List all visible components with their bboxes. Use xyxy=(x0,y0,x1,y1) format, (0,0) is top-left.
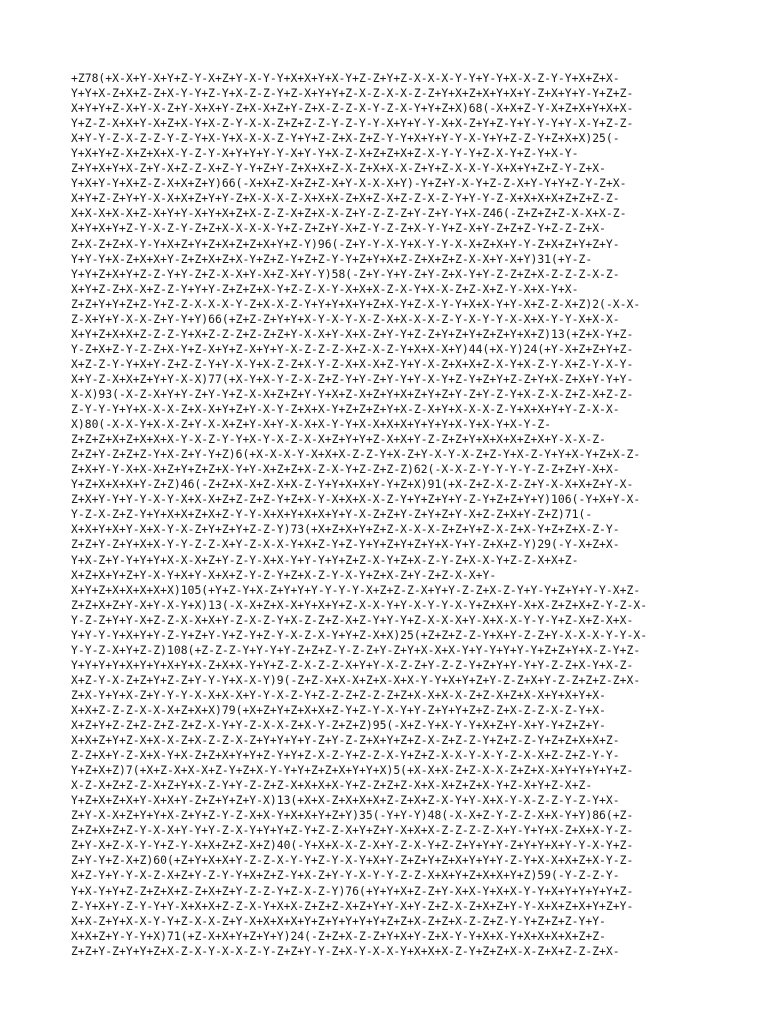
text-line: Y+X+Y+Z-X+Z+X+X-Y-Z-Y-X+Y+Y+Y-Y-X+Y-Y+X-Z-X+Z+Z+X+Z-X-Y-Y-Y+Z-X-Y+Z-Y+X-Y- xyxy=(71,146,579,161)
text-line: Y-Z-Z+Y+Y-X+Z-Z-X-X+X+Y-Z-X-Z-Y+X-Z-Z+Z-X+Z-Y+Y-Y+Z-X-X-X+Y-X+X-X-Y-Y-Y+Z-X+Z-X+X- xyxy=(71,612,634,627)
text-line: Z+Z+Y-Z+Z+Z-Y+X-Z+Y-Y+Z)6(+X-X-X-Y-X+X+X-Z-Z-Y+X-Z+Y-X-Y-X-Z+Z-Y+X-Z-Y+Y+X-Y+Z+X-Z- xyxy=(71,447,641,462)
text-line: Z-Y+X+Y-Z-Y-Y+Y-X+X+X+Z-Z-X-Y+X+X-Z+Z+Z-X+Z+Y+Y-X+Y-Z+Z-X-Z+X+Z+Y-Y-X+X+Z+X+Y+Z+Y- xyxy=(71,898,634,913)
text-line: Y+Y-Y+X-Z+X+X+Y-Z+Z+X+Z+X-Y+Z+Z-Y+Z+Z-Y-Y+Z+Y+X+Z-Z+X+Z+Z-X-X+Y-X+Y)31(+Y-Z- xyxy=(71,251,593,266)
text-line: X+Y+Z-Z+Y+Y-X-X+X+Z+Y+Y-Z+X-X-X-Z-X+X+X-Z+X+Z-X+Z-Z-X-Z-Y+Y-Y-Z-X+X+X+X+Z+Z+Z-Z- xyxy=(71,191,620,206)
text-line: Y+Z+X+Z)7(+X+Z-X+X-X+Z-Y+Z+X-Y-Y+Y+Z+Z+X+Y+Y+X)5(+X-X+X-Z+Z-X-X-Z+Z+X-X+Y+Y+Y+Y+Z- xyxy=(71,763,634,778)
text-line: Z-Z+X+Y-Z-X+X-Y+X-Z+Z+X+Y+Y+Z-Y+Y+Z-X-Z-Y+Z-Z-X-Y+Z+Z-X-X-Y-X-Y-Z-X-X+Z-Z+Z-Y-Y- xyxy=(71,748,620,763)
text-line: Z+Z+Y-Z+Y+X+X-Y-Y-Z-Z-X+Y-Z-X-X-Y+X+Z-Y+Z-Y+Y+Z+Y+Z+Y+X-Y+Y-Z+X+Z-Y)29(-Y-X+Z+X- xyxy=(71,537,620,552)
text-line: Z+Y+X+Y+X-Z+Y-X+Z-Z-X+Z-Y-Y+Z+Y-Z+X+X+Z-X-Z+X+X-X-Z+Y+Z-X-X-Y-X+X+Y+Z+Z-Y-Z+X- xyxy=(71,161,606,176)
text-line: Z+X+Y-Y-X+X-X+Z+Y+Z+Z+X-Y+Y-X+Z+Z+X-Z-X-Y+Z-Z+Z-Z)62(-X-X-Z-Y-Y-Y-Y-Z-Z+Z+Y-X+X- xyxy=(71,462,620,477)
text-line: Y-Y-Z-X+Y+Z-Z)108(+Z-Z-Z-Y+Y-Y+Y-Z+Z+Z-Y-Z-Z+Y-Z+Y+X-X+X-Y+Y-Y+Y+Y-Y+Z+Z+Y+X-Z-Y+Z- xyxy=(71,642,641,657)
text-line: Z+Y-Y+Z-X+Z)60(+Z+Y+X+X+Y-Z-Z-X-Y-Y+Z-Y-X-Y+X+Y-Z+Z+Y+Z+X+Y+Y+Y-Z-Y+X-X+X+Z+X-Y-Z- xyxy=(71,853,634,868)
text-line: X+Y-Y-Z-X-Z-Z-Y-Z-Y+X-Y+X-X-X-Z-Y+Y+Z-Z+X-Z+Z-Y-Y+X+Y+Y-Y-X-Y+Y+Z-Z-Y+Z+X+X)25(- xyxy=(71,131,620,146)
text-line: X+Z-Y-X-Z+Z+Y+Z-Z+Y-Y-Y+X-X-Y)9(-Z+Z-X+X-X+Z+X-X+X-Y-Y+X+Y+Z+Y-Z-Z+X+Y-Z-Z+Z+Z-Z+X- xyxy=(71,672,641,687)
text-line: X+Y+Z-Z+X-X+Z-Z-Y+Y+Y-Z+Z+Z+X-Y+Z-Z-X-Y-X+X+X-Z-X-Y+X-X-Z+Z-X+Z-Y-X+X-Y+X- xyxy=(71,281,579,296)
text-line: Y+X+Y-Y+X+Z-Z-X+X+Z+Y)66(-X+X+Z-X+Z+Z-X+Y-X-X-X+Y)-Y+Z+Y-X-Y+Z-Z-X+Y-Y+Y+Z-Y-Z+X- xyxy=(71,176,627,191)
text-line: Z-X+Y+Y-X-X-Z+Y-Y+Y)66(+Z+Z-Z+Y+Y+X-Y-X-Y-X-Z-X+X-X-X-Z-Y-X-Y-Y-X-X+X-Y-Y-X+X-X- xyxy=(71,311,620,326)
text-line: Y+Z+X+X+X+Y-Z+Z)46(-Z+Z+X-X+Z-X+X-Z-Y+Y+X+X+Y-Y+Z+X)91(+X-Z+Z-X-Z-Z+Y-X-X+X+Z+Y-X- xyxy=(71,477,634,492)
text-line: Z+Z+Y-Z+Y+Y+Z+X-Z-X-Y-X-X-Z-Y-Z+Z+Y-Y-Z+X-Y-X-X-Y+X+X+X-Z-Y+Z+Z+X-X-Z+X+Z-Z-Z+X- xyxy=(71,943,620,958)
text-line: Z+Z+X+Z+Y-X+Y-X-Y+X)13(-X-X+Z+X-X+Y+X+Y+Z-X-X-Y+Y-X-Y-Y-X-Y+Z+X+Y-X+X-Z+Z+X+Z-Y-Z-X- xyxy=(71,597,648,612)
text-line: Y+X-Z+Y-Y+Y+Y+X-X-X+Z+Y-Z-Y-X+X-Y+Y-Y+Y+Z+Z-X-Y+Z+X-Z-Y-Z+X-X-Y+Z-Z-X+X+Z- xyxy=(71,552,579,567)
text-line: X-X)93(-X-Z-X+Y+Y-Z+Y-Y+Z-X-X+Z+Z+Y-Y+X+Z-X+Z+Y+X+Z+Y+Z+Y-Z+Y-Z-Y+X-Z-X-Z+Z-X+Z-Z- xyxy=(71,386,634,401)
text-line: Y+Y-Y-Y+X+Y+Y-Z-Y+Z+Y-Y+Z-Y+Z-Y-X-Z-X-Y+Y+Z-X+X)25(+Z+Z+Z-Z-Y+X+Y-Z-Z+Y-X-X-X-Y-Y-X- xyxy=(71,627,648,642)
text-line: Y+Y+X-Z+X+Z-Z+X-Y-Y+Z-Y+X-Z-Z-Y+Z-X+Y+Y+Z-X-Z-X-X-Z-Z+Y+X+Z+X+Y+X+Y-Z+X+Y+Y-Y+Z+Z- xyxy=(71,86,634,101)
text-line: Y-Z-X-Z+Z-Y+Y+X+X+Z+X+Z-Y-Y-X+X+Y+X+X+Y+Y-X-Z+Z+Y-Z+Y+Z+Y-X+Z-Z+X+Y-Z+Z)71(- xyxy=(71,507,593,522)
text-line: X+X+Z-Z-Z-X-X-X+Z+X+X)79(+X+Z+Y+Z+X+X+Z-Y+Z-Y-X-Y+Y-Z+Y+Y+Z+Z-Z+X-Z-Z-X-Z-Y+X- xyxy=(71,702,606,717)
text-line: Z+Y-X+Z-X-Y-Y+Z-Y-X+X+Z+Z-X+Z)40(-Y+X+X-X-Z-X+Y-Z-X-Y+Z-Z+Y+Y+Y-Z+Y+Y+X+Y-Y-X-Y+Z- xyxy=(71,838,634,853)
text-line: Y+X-Y+Y+Z-Z+Z+X+Z-Z+X+Z+Y-Z-Z-Y+Z-X-Z-Y)76(+Y+Y+X+Z-Z+Y-X+X-Y+X+X-Y-Y+X+Y+Y+Y+Y+Z- xyxy=(71,883,634,898)
text-line: Y+Z+X+Z+X+Y-X+X+Y-Z+Z+Y+Z+Y-X)13(+X+X-Z+X+X+X+Z-Z+X+Z-X-Y+Y-X+X-Y-X-Z-Z-Y-Z-Y+X- xyxy=(71,793,620,808)
text-line: Z-Y-Y-Y+Y+X-X-X-Z+X-X+Y+Z+Y-X-Y-Z+X+X-Y+Z+Z+Z+Y+X-Z-X+Y+X-X-X-Z-Y+X+X+Y+Y-Z-X-X- xyxy=(71,402,620,417)
text-line: Y+Y+Z+X+Y+Z-Z-Y+Y-Z+Z-X-X+Y-X+Z-X+Y-Y)58(-Z+Y-Y+Y-Z+Y-Z+X-Y+Y-Z-Z+Z+X-Z-Z-Z-X-Z- xyxy=(71,266,620,281)
text-line: Y-Z+X+Z-Y-Z-Z+X-Y+Z-X+Y+Z-X+Y+Y-X-Z-Z-Z-X+Z-X-Z-Y+X+X-X+Y)44(+X-Y)24(+Y-X+Z+Z+Y+Z- xyxy=(71,341,634,356)
text-line: Z+X-Y+Y+X-Z+Y-Y-Y-X-X+X-X+Y-Y-X-Z-Y+Z-Z-Z+Z-Z-Z+Z+X-X+X-X-Z+Z-X+Z+X-X+Y+X+Y+X- xyxy=(71,687,606,702)
text-line: X+Y+Z+X+X+Z-Z-Z-Y+X+Z-Z-Z+Z-Z+Z+Y-X-X+Y-X+X-Z+Y-Y+Z-Z+Y+Z+Y+Z+Z+Y+X+Z)13(+Z+X-Y+Z- xyxy=(71,326,634,341)
expression-text-block xyxy=(71,71,701,959)
text-line: +Z78(+X-X+Y-X+Y+Z-Y-X+Z+Y-X-Y-Y+X+X+Y+X-Y+Z-Z+Y+Z-X-X-X-Y-Y+Y-Y+X-X-Z-Y-Y+X+Z+X- xyxy=(71,71,620,85)
text-line: X+X+Y+X+Y-X+X-Y-X-Z+Y+Z+Y+Z-Z-Y)73(+X+Z+X+Y+Z+Z-X-X-X-Z+Z+Y+Z-X-Z+X-Y+Z+Z+X-Z-Y- xyxy=(71,522,620,537)
text-line: X+Z+X+Y+Z+Y-X-Y+X+Y-X+X+Z-Y-Z-Y+Z+X-Z-Y-X-Y+Z+X-Z+Y-Z+Z-X-X+Y- xyxy=(71,567,497,582)
text-line: X+Y+X+Y+Z-Y-X-Z-Y-Z+Z+X-X-X-X-Y+Z-Z+Z+Y-X+Z-Y-Z-Z+X-Y-Y+Z-X+Y-Z+Z+Z-Y+Z-Z-Z+X- xyxy=(71,221,606,236)
text-line: X+Z-Y+Y-Y-X-Z-X+Z+Y-Z-Y-Y+X+Z+Z-Y+X-Z+Y-Y-X-Y-Y-Z-Z-X+X+Y+Z+X+X+Y+Z)59(-Y-Z-Z-Y- xyxy=(71,868,620,883)
text-line: X)80(-X-X-Y+X-X-Z+Y-X-X+Z+Y-X+Y-X-X+X-Y-Y+X-X+X+X+Y+Y+Y+X-Y+X-Y+X-Y-Z- xyxy=(71,417,552,432)
text-line: X+X-X+X-X+Z-X+Y+Y-X+Y+X+Z+X-Z-Z-X+Z+X-X-Z+Y-Z-Z-Z+Y-Z+Y-Y+X-Z46(-Z+Z+Z+Z-X-X+X-Z- xyxy=(71,206,627,221)
text-line: Z+Z+Z+X+Z+X+X+X-Y-X-Z-Y-Y+X-Y-X-Z-X-X+Z+Y+Y+Z-X+X+Y-Z-Z+Z+Y+X+X+X+Z+X+Y-X-X-Z- xyxy=(71,432,606,447)
text-line: X+X+Z+Y+Z-X+X-X-Z+X-Z-Z-X-Z+Y+Y+Y+Y-Z+Y-Z-Z+X+Y+Z+Z-X-Z+Z-Z-Y+Z+Z-Z-Y+Z+Z+X+X+Z- xyxy=(71,733,620,748)
text-line: X+Z+Y+Z-Z+Z-Z+Z-Z+Z-X-Y+Y-Z-X-X-Z+X-Y-Z+Z+Z)95(-X+Z-Y+X-Y-Y+X+Z+Y-X+Y-Y+Z+Z+Y- xyxy=(71,718,606,733)
text-line: X+X-Z+Y+X-X-Y-Y+Z-X-X-Z+Y-X+X+X+X+Y+Z+Y+Y+Y+Y+Z+Z+X-Z+Z+X-Z-Z+Z-Y-Y+Z+Z+Z-Y+Y- xyxy=(71,913,606,928)
text-line: X-Z-X+Z+Z-Z-X+Z+Y+X-Z-Y+Y-Z-Z+Z-X+X+X+X-Y+Z-Z+Z+Z-X+X-X+Z+Z+X-Y+Z-X+Y+Z-X+Z- xyxy=(71,778,593,793)
text-line: X+Z-Z-Y-Y+X+Y-Z+Z-Z-Y+Y-X-Y+X-Z-Z+X-Y-Z-X+X-X+Z-Y+Y-X-Z+X+X+Z-X-Y+X-Z-Y-X+Z-Y-X-Y- xyxy=(71,356,634,371)
text-line: Z+Z+X+Z+Z-Y-X-X+Y-Y+Y-Z-X-Y+Y+Y+Z-Y+Z-Z-X+Y+Z+Y-X+X+X-Z-Z-Z-Z-X+Y-Y+Y+X-Z+X+X-Y-Z- xyxy=(71,823,634,838)
text-line: Y+Z-Z-X+X+Y-X+Z+X-Y+X-Z-Y-X-X-Z+Z+Z-Z-Y-Z-Y-Y-X+Y+Y-Y-X+X-Z+Y+Z-Y+Y-Y-Y+Y-X-Y+Z-Z- xyxy=(71,116,634,131)
text-line: Y+Y+Y+Y+X+Y+Y+X+Y+X-Z+X+X-Y+Y+Z-Z-X-Z-Z-X+Y+Y-X-Z-Z+Y-Z-Z-Y+Z+Y+Y-Y+Y-Z-Z+X-Y+X-Z- xyxy=(71,657,634,672)
text-line: X+Y+Z+X+X+X+X+X)105(+Y+Z-Y+X-Z+Y+Y+Y-Y-Y-Y-X+Z+Z-Z-X+Y+Y-Z-Z+X-Z-Y+Y-Y+Z+Y+Y-Y-X+Z- xyxy=(71,582,641,597)
text-line: X+X+Z+Y-Y-Y+X)71(+Z-X+X+Y+Z+Y+Y)24(-Z+Z+X-Z-Z+Y+X+Y-Z+X-Y-Y+X+X-Y+X+X+X+X+Z+Z- xyxy=(71,928,606,943)
text-line: Z+Z+Y+Y+Z+Z-Y+Z-Z-X-X-X-Y-Z+X-X-Z-Y+Y+Y+X+Y+Z+X-Y+Z-X-Y-Y+X+X-Y+Y-X+Z-Z-X+Z)2(-X-X- xyxy=(71,296,641,311)
text-line: Z+X+Y-Y+Y-Y-X-Y-X+X-X+Z+Z-Z+Z-Y+Z+X-Y-X+X+X-X-Z-Y+Y+Z+Y+Y-Z-Y+Z+Z+Y+Y)106(-Y+X+Y-X- xyxy=(71,492,641,507)
text-line: X+Y+Y+Z-X+Y-X-Z+Y-X+X+Y-Z+X-X+Z+Y-Z+X-Z-Z-X-Y-Z-X-Y+Y+Z+X)68(-X+X+Z-Y-X+Z+X+Y+X+X- xyxy=(71,101,634,116)
text-line: X+Y-Z-X+X+Z+Y+Y-X-X)77(+X-Y+X-Y-Z-X-Z+Z-Y+Y-Z+Y-Y+Y-X-Y+Z-Y+Z+Y+Z-Z+Y+X-Z+X+Y-Y+Y- xyxy=(71,371,634,386)
text-line: Z+Y-X-X+Z+Y+Y+X-Z+Y+Z-Y-Z-X+X-Y+X+X+Y+Z+Y)35(-Y+Y-Y)48(-X-X+Z-Y-Z-Z-X+X-Y+Y)86(+Z- xyxy=(71,808,634,823)
text-line: Z+X-Z+Z+X-Y-Y+X+Z+Y+Z+X+Z+Z+X+Y+Z-Y)96(-Z+Y-Y-X-Y+X-Y-Y-X-X+Z+X+Y-Y-Z+X+Z+Y+Z+Y- xyxy=(71,236,620,251)
